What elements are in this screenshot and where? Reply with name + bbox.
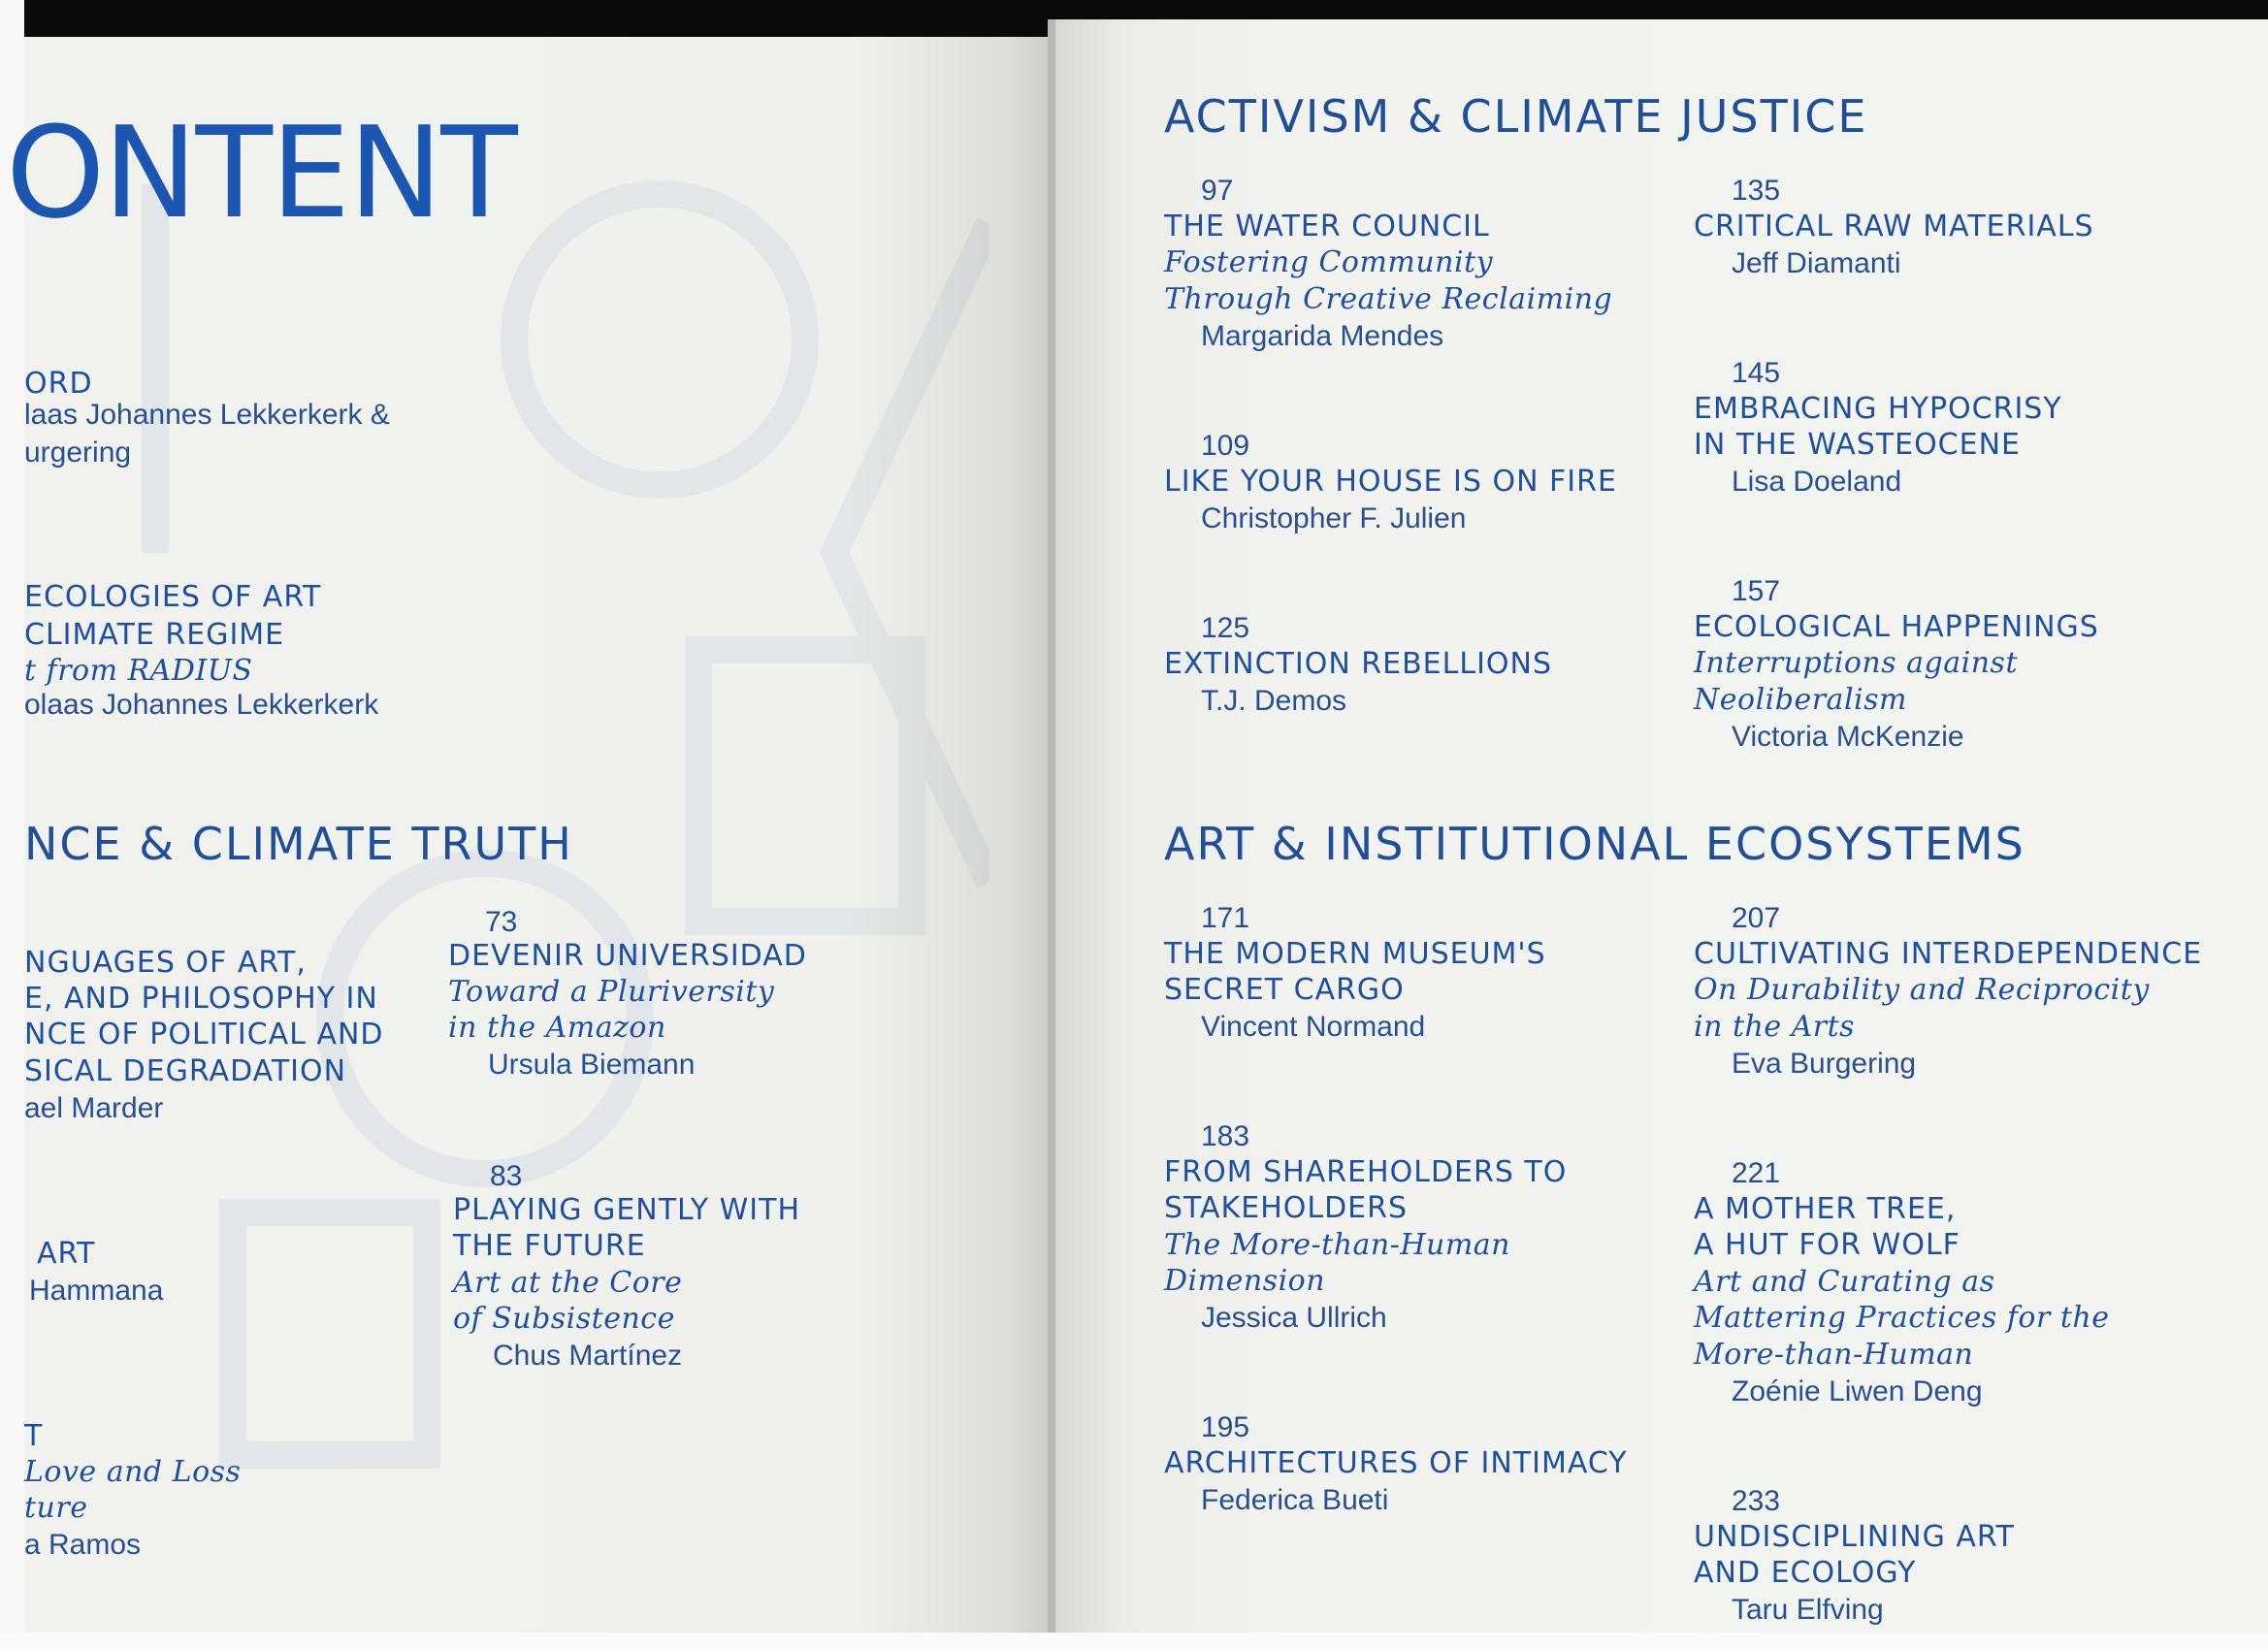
entry-page-number: 233 (1732, 1485, 1781, 1517)
entry-page-number: 145 (1732, 357, 1781, 389)
entry-page-number: 221 (1732, 1157, 1781, 1189)
intro-author: olaas Johannes Lekkerkerk (24, 689, 379, 721)
entry-title-line: CRITICAL RAW MATERIALS (1694, 210, 2094, 243)
entry-title-line: IN THE WASTEOCENE (1694, 428, 2021, 462)
entry-author: Lisa Doeland (1732, 466, 1902, 498)
entry-page-number: 109 (1201, 430, 1250, 462)
entry-subtitle-line: Toward a Pluriversity (448, 975, 775, 1009)
entry-subtitle-line: in the Arts (1694, 1010, 1856, 1044)
entry-author: Ursula Biemann (488, 1049, 696, 1081)
entry-title-line: THE WATER COUNCIL (1164, 210, 1490, 243)
entry-author: a Ramos (24, 1529, 142, 1561)
scan-left-edge (0, 0, 24, 1649)
entry-author: Victoria McKenzie (1732, 721, 1964, 753)
entry-page-number: 125 (1201, 612, 1250, 644)
entry-author: Hammana (29, 1275, 164, 1307)
entry-subtitle-line: Mattering Practices for the (1694, 1301, 2110, 1335)
entry-subtitle-line: Dimension (1164, 1264, 1326, 1298)
foreword-author-line: laas Johannes Lekkerkerk & (24, 399, 390, 431)
intro-title-line: CLIMATE REGIME (24, 618, 285, 652)
entry-title-line: NGUAGES OF ART, (24, 946, 307, 980)
book-gutter (1048, 19, 1055, 1633)
foreword-author-line: urgering (24, 436, 132, 469)
entry-title-line: ECOLOGICAL HAPPENINGS (1694, 610, 2099, 644)
entry-title-line: E, AND PHILOSOPHY IN (24, 982, 378, 1016)
entry-author: Christopher F. Julien (1201, 502, 1467, 534)
entry-title-line: A HUT FOR WOLF (1694, 1228, 1960, 1262)
entry-page-number: 73 (485, 906, 518, 938)
entry-subtitle-line: ture (24, 1491, 88, 1525)
entry-author: Zoénie Liwen Deng (1732, 1375, 1983, 1407)
entry-subtitle-line: Art at the Core (453, 1266, 683, 1300)
entry-author: T.J. Demos (1201, 685, 1347, 717)
entry-author: Vincent Normand (1201, 1011, 1426, 1043)
entry-title-line: ARCHITECTURES OF INTIMACY (1164, 1446, 1628, 1480)
entry-subtitle-line: On Durability and Reciprocity (1694, 973, 2150, 1007)
entry-subtitle-line: More-than-Human (1694, 1338, 1974, 1372)
entry-subtitle-line: of Subsistence (453, 1302, 675, 1336)
entry-title-line: STAKEHOLDERS (1164, 1191, 1409, 1225)
entry-title-line: SICAL DEGRADATION (24, 1054, 347, 1088)
entry-title-line: A MOTHER TREE, (1694, 1192, 1957, 1226)
entry-subtitle-line: Art and Curating as (1694, 1265, 1995, 1299)
entry-author: Margarida Mendes (1201, 320, 1444, 352)
entry-author: Chus Martínez (493, 1340, 683, 1372)
entry-author: Eva Burgering (1732, 1048, 1917, 1080)
entry-title-line: AND ECOLOGY (1694, 1556, 1917, 1590)
entry-title-line: T (24, 1419, 44, 1453)
entry-author: Taru Elfving (1732, 1594, 1884, 1626)
entry-title-line: ART (37, 1237, 96, 1271)
entry-page-number: 183 (1201, 1120, 1250, 1152)
entry-page-number: 135 (1732, 175, 1781, 207)
scan-bottom-edge (0, 1633, 2268, 1649)
entry-page-number: 157 (1732, 575, 1781, 607)
entry-page-number: 83 (490, 1160, 523, 1192)
entry-title-line: SECRET CARGO (1164, 973, 1405, 1007)
entry-title-line: THE FUTURE (453, 1229, 646, 1263)
entry-author: Jessica Ullrich (1201, 1302, 1387, 1334)
entry-title-line: EXTINCTION REBELLIONS (1164, 647, 1553, 681)
entry-subtitle-line: The More-than-Human (1164, 1228, 1510, 1262)
entry-author: ael Marder (24, 1092, 164, 1124)
entry-subtitle-line: Interruptions against (1694, 646, 2018, 680)
entry-subtitle-line: Love and Loss (24, 1455, 242, 1489)
intro-title-line: ECOLOGIES OF ART (24, 580, 322, 614)
entry-title-line: EMBRACING HYPOCRISY (1694, 392, 2062, 426)
entry-title-line: NCE OF POLITICAL AND (24, 1018, 384, 1051)
entry-title-line: UNDISCIPLINING ART (1694, 1520, 2015, 1554)
foreword-heading: ORD (24, 367, 93, 401)
entry-page-number: 171 (1201, 902, 1250, 934)
entry-page-number: 195 (1201, 1411, 1250, 1443)
entry-page-number: 207 (1732, 902, 1781, 934)
section-heading: ART & INSTITUTIONAL ECOSYSTEMS (1164, 818, 2025, 870)
entry-subtitle-line: Neoliberalism (1694, 683, 1907, 717)
entry-title-line: THE MODERN MUSEUM'S (1164, 937, 1546, 971)
entry-title-line: FROM SHAREHOLDERS TO (1164, 1155, 1568, 1189)
section-heading: NCE & CLIMATE TRUTH (24, 818, 573, 870)
entry-page-number: 97 (1201, 175, 1234, 207)
section-heading: ACTIVISM & CLIMATE JUSTICE (1164, 90, 1868, 143)
entry-author: Federica Bueti (1201, 1484, 1389, 1516)
entry-author: Jeff Diamanti (1732, 247, 1901, 279)
entry-title-line: CULTIVATING INTERDEPENDENCE (1694, 937, 2203, 971)
entry-title-line: DEVENIR UNIVERSIDAD (448, 939, 807, 973)
entry-title-line: PLAYING GENTLY WITH (453, 1193, 801, 1227)
entry-subtitle-line: Through Creative Reclaiming (1164, 282, 1613, 316)
entry-subtitle-line: Fostering Community (1164, 245, 1494, 279)
entry-subtitle-line: in the Amazon (448, 1011, 666, 1045)
entry-title-line: LIKE YOUR HOUSE IS ON FIRE (1164, 465, 1617, 499)
intro-subtitle-line: t from RADIUS (24, 654, 253, 688)
contents-title: ONTENT (6, 99, 516, 246)
